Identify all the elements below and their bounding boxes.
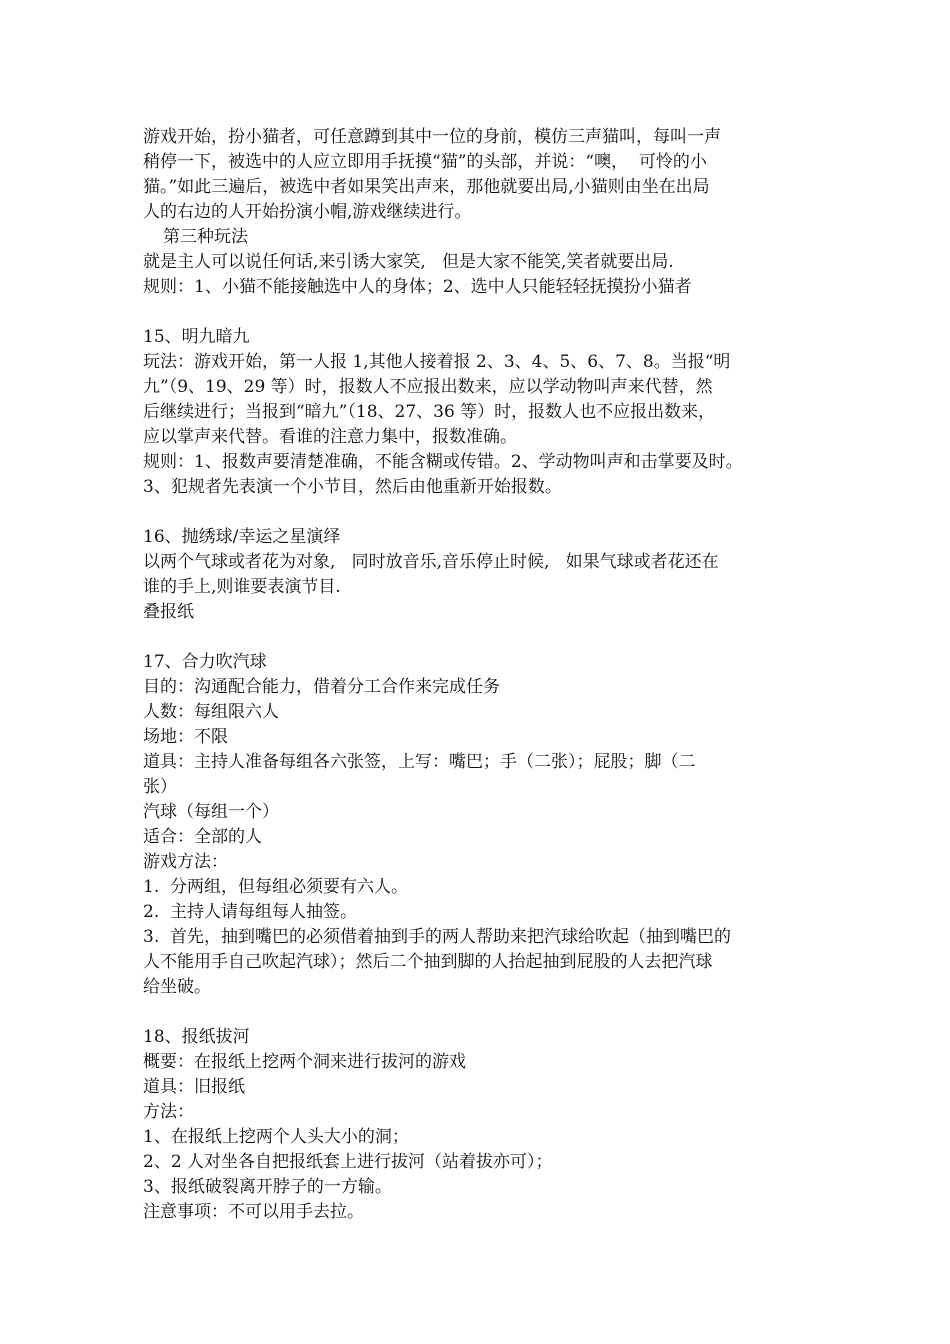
paragraph-line: 规则：1、报数声要清楚准确，不能含糊或传错。2、学动物叫声和击掌要及时。 [143, 452, 743, 472]
subsection-title: 第三种玩法 [163, 227, 248, 247]
blank-line [143, 500, 815, 525]
blank-line [143, 625, 815, 650]
paragraph-line: 道具：旧报纸 [143, 1077, 245, 1097]
paragraph-line: 3、报纸破裂离开脖子的一方输。 [143, 1177, 392, 1197]
section-title: 18、报纸拔河 [143, 1027, 250, 1047]
section-title: 16、抛绣球/幸运之星演绎 [143, 527, 341, 547]
blank-line [143, 1000, 815, 1025]
paragraph-line: 1、在报纸上挖两个人头大小的洞； [143, 1127, 409, 1147]
section-17 [143, 650, 815, 1000]
paragraph-line: 张） [143, 777, 177, 797]
paragraph-line: 注意事项：不可以用手去拉。 [143, 1202, 364, 1222]
paragraph-line: 游戏方法： [143, 852, 228, 872]
paragraph-line: 目的：沟通配合能力，借着分工合作来完成任务 [143, 677, 500, 697]
section-16 [143, 525, 815, 625]
paragraph-line: 就是主人可以说任何话,来引诱大家笑, 但是大家不能笑,笑者就要出局. [143, 252, 674, 272]
document-page [143, 125, 815, 1225]
paragraph-line: 适合：全部的人 [143, 827, 262, 847]
paragraph-line: 叠报纸 [143, 602, 194, 622]
intro-section [143, 125, 815, 300]
paragraph-line: 1. 分两组，但每组必须要有六人。 [143, 877, 409, 897]
paragraph-line: 九”（9、19、29 等）时，报数人不应报出数来，应以学动物叫声来代替，然 [143, 377, 713, 397]
paragraph-line: 方法： [143, 1102, 194, 1122]
paragraph-line: 3. 首先，抽到嘴巴的必须借着抽到手的两人帮助来把汽球给吹起（抽到嘴巴的 [143, 927, 732, 947]
paragraph-line: 道具：主持人准备每组各六张签，上写：嘴巴；手（二张）；屁股；脚（二 [143, 752, 696, 772]
paragraph-line: 2、2 人对坐各自把报纸套上进行拔河（站着拔亦可）； [143, 1152, 553, 1172]
paragraph-line: 谁的手上,则谁要表演节目. [143, 577, 341, 597]
paragraph-line: 稍停一下，被选中的人应立即用手抚摸“猫”的头部，并说：“噢， 可怜的小 [143, 152, 707, 172]
paragraph-line: 猫。”如此三遍后，被选中者如果笑出声来，那他就要出局,小猫则由坐在出局 [143, 177, 710, 197]
section-18 [143, 1025, 815, 1225]
paragraph-line: 场地：不限 [143, 727, 228, 747]
paragraph-line: 给坐破。 [143, 977, 211, 997]
paragraph-line: 后继续进行；当报到“暗九”（18、27、36 等）时，报数人也不应报出数来， [143, 402, 716, 422]
paragraph-line: 概要：在报纸上挖两个洞来进行拔河的游戏 [143, 1052, 466, 1072]
paragraph-line: 以两个气球或者花为对象, 同时放音乐,音乐停止时候, 如果气球或者花还在 [143, 552, 719, 572]
section-title: 17、合力吹汽球 [143, 652, 267, 672]
section-15 [143, 325, 815, 500]
paragraph-line: 2. 主持人请每组每人抽签。 [143, 902, 358, 922]
paragraph-line: 玩法：游戏开始，第一人报 1,其他人接着报 2、3、4、5、6、7、8。当报“明 [143, 352, 731, 372]
blank-line [143, 300, 815, 325]
paragraph-line: 3、犯规者先表演一个小节目，然后由他重新开始报数。 [143, 477, 562, 497]
paragraph-line: 应以掌声来代替。看谁的注意力集中，报数准确。 [143, 427, 517, 447]
paragraph-line: 人不能用手自己吹起汽球）；然后二个抽到脚的人抬起抽到屁股的人去把汽球 [143, 952, 713, 972]
paragraph-line: 规则：1、小猫不能接触选中人的身体；2、选中人只能轻轻抚摸扮小猫者 [143, 277, 692, 297]
section-title: 15、明九暗九 [143, 327, 250, 347]
paragraph-line: 人的右边的人开始扮演小帽,游戏继续进行。 [143, 202, 472, 222]
paragraph-line: 人数：每组限六人 [143, 702, 279, 722]
paragraph-line: 汽球（每组一个） [143, 802, 279, 822]
paragraph-line: 游戏开始，扮小猫者，可任意蹲到其中一位的身前，模仿三声猫叫，每叫一声 [143, 127, 721, 147]
